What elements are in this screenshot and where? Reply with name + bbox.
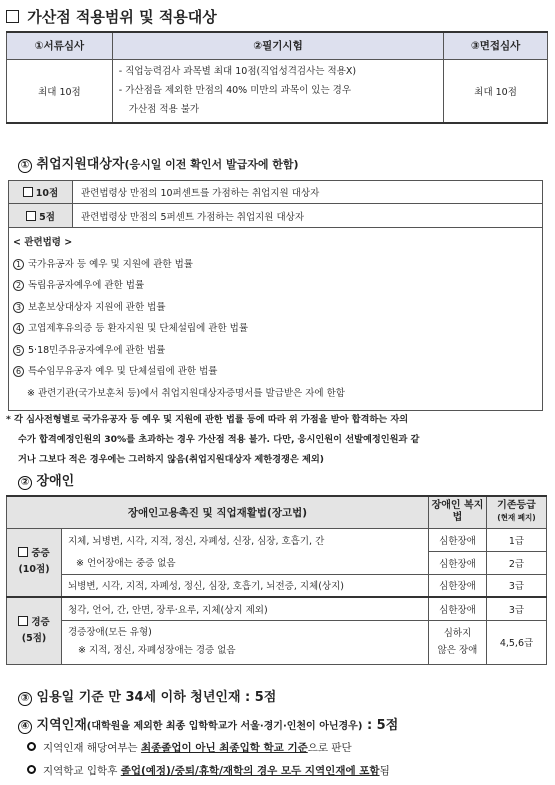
points-10-text: 관련법령상 만점의 10퍼센트를 가점하는 취업지원 대상자 [73,181,543,204]
law-text: 보훈보상대상자 지원에 관한 법률 [28,301,166,313]
mild-row-welfare [429,620,487,664]
header-welfare: 장애인 복지법 [429,496,487,528]
circled-number-icon: 1 [13,259,24,270]
note-line: * 각 심사전형별로 국가유공자 등 예우 및 지원에 관한 법률 등에 따라 위 가점을 받아 합격하는 자의 [6,414,409,425]
header-interview: ③면접심사 [444,32,548,59]
section3-text: 임용일 기준 만 34세 이하 청년인재 : 5점 [36,690,277,705]
section1-heading [18,153,299,173]
note-line: 거나 그보다 적은 경우에는 그러하지 않음(취업지원대상자 제한경쟁은 제외) [18,454,324,465]
severe-label [7,528,62,597]
header-written-exam: ②필기시험 [112,32,443,59]
section4-heading [18,714,398,734]
mild-row-text: 청각, 언어, 간, 안면, 장루‧요루, 지체(상지 제외) [62,597,429,620]
welfare-line: 않은 장애 [437,645,478,656]
page-title-text: 가산점 적용범위 및 적용대상 [27,8,217,26]
header-grade-text: 기존등급 [497,500,536,512]
severe-row-grade: 1급 [487,528,547,551]
circled-number-icon: 2 [13,280,24,291]
circled-number-icon: 3 [13,302,24,313]
severe-row-text: 뇌병변, 시각, 지적, 자폐성, 정신, 심장, 호흡기, 뇌전증, 지체(상지) [62,574,429,597]
bullet-text: 됨 [379,765,390,777]
severe-row-grade: 2급 [487,551,547,574]
law-item [13,254,536,276]
note-line: 수가 합격예정인원의 30%를 초과하는 경우 가산점 적용 불가. 다만, 응시인원이 선발예정인원과 같 [18,434,420,445]
severe-row-text: ※ 언어장애는 중증 없음 [62,551,429,574]
law-item [13,361,536,383]
welfare-line: 심하지 [443,628,472,639]
law-text: 특수임무유공자 예우 및 단체설립에 관한 법률 [28,366,218,377]
law-text: 고엽제후유의증 등 환자지원 및 단체설립에 관한 법률 [28,323,249,334]
section1-title: 취업지원대상자 [36,157,125,172]
severe-row-welfare: 심한장애 [429,528,487,551]
circled-number-icon: 4 [13,323,24,334]
mild-row-welfare: 심한장애 [429,597,487,620]
law-text: 5‧18민주유공자예우에 관한 법률 [28,344,166,356]
checkbox-icon [23,187,33,197]
severe-label-text: 중증 [31,548,50,560]
label-text: 5점 [39,211,55,223]
section1-subtitle: (응시일 이전 확인서 발급자에 한함) [124,158,299,171]
circled-number-2: ② [18,476,32,490]
checkbox-icon [18,547,28,557]
mild-row-text [62,620,429,664]
section2-title: 장애인 [36,474,75,489]
label-text: 10점 [35,188,59,199]
header-law: 장애인고용촉진 및 직업재활법(장고법) [7,496,429,528]
law-text: 독립유공자예우에 관한 법률 [28,280,145,291]
written-line: - 직업능력검사 과목별 최대 10점(직업성격검사는 적용X) [118,66,357,78]
mild-points: (5점) [21,632,47,644]
points-10-label [9,181,73,204]
veterans-table [8,180,543,411]
bullet-emphasis: 졸업(예정)/중퇴/휴학/재학의 경우 모두 지역인재에 포함 [120,765,380,777]
header-grade-sub: (현재 폐지) [497,513,536,523]
mild-row-line: 경증장애(모든 유형) [68,627,152,638]
severe-row-welfare: 심한장애 [429,574,487,597]
header-grade [487,496,547,528]
page-title [6,6,217,27]
written-line: - 가산점을 제외한 만점의 40% 미만의 과목이 있는 경우 [118,85,352,97]
section3-heading [18,686,276,706]
law-item [13,275,536,297]
law-item [13,297,536,319]
circle-bullet-icon [27,742,36,751]
points-5-label [9,204,73,228]
law-text: 국가유공자 등 예우 및 지원에 관한 법률 [28,258,193,270]
section4-title: 지역인재 [36,718,87,733]
circled-number-3: ③ [18,692,32,706]
points-5-text: 관련법령상 만점의 5퍼센트 가점하는 취업지원 대상자 [73,204,543,228]
severe-points: (10점) [18,564,50,576]
section4-bullet-2 [27,763,390,778]
bullet-text: 지역인재 해당여부는 [43,742,141,754]
severe-row-welfare: 심한장애 [429,551,487,574]
disability-table [6,495,547,665]
scope-table [6,31,548,124]
section4-bullet-1 [27,740,352,755]
interview-value: 최대 10점 [444,59,548,123]
law-item [13,340,536,362]
written-line: 가산점 적용 불가 [128,104,200,116]
law-note: ※ 관련기관(국가보훈처 등)에서 취업지원대상자증명서를 발급받은 자에 한함 [27,387,345,399]
header-document-review: ①서류심사 [7,32,113,59]
severe-row-text: 지체, 뇌병변, 시각, 지적, 정신, 자폐성, 신장, 심장, 호흡기, 간 [62,528,429,551]
mild-row-grade: 4,5,6급 [487,620,547,664]
bullet-text: 지역학교 입학후 [43,765,121,777]
bullet-emphasis: 최종졸업이 아닌 최종입학 학교 기준 [140,742,308,754]
circle-bullet-icon [27,765,36,774]
related-laws-heading: < 관련법령 > [13,237,73,248]
written-exam-details [112,59,443,123]
checkbox-icon [6,10,19,23]
circled-number-icon: 5 [13,345,24,356]
section4-points: : 5점 [362,718,399,733]
section4-subtitle: (대학원을 제외한 최종 입학학교가 서울·경기·인천이 아닌경우) [86,721,363,732]
document-review-value: 최대 10점 [7,59,113,123]
mild-label-text: 경증 [31,616,50,628]
circled-number-1: ① [18,159,32,173]
checkbox-icon [18,616,28,626]
mild-label [7,597,62,664]
mild-row-note: ※ 지적, 정신, 자폐성장애는 경증 없음 [78,645,236,656]
circled-number-icon: 6 [13,366,24,377]
circled-number-4: ④ [18,720,32,734]
related-laws-box [9,228,543,411]
bullet-text: 으로 판단 [307,742,352,754]
checkbox-icon [26,211,36,221]
mild-row-grade: 3급 [487,597,547,620]
law-item [13,318,536,340]
note-paragraph [6,410,551,470]
section2-heading [18,470,74,490]
severe-row-grade: 3급 [487,574,547,597]
